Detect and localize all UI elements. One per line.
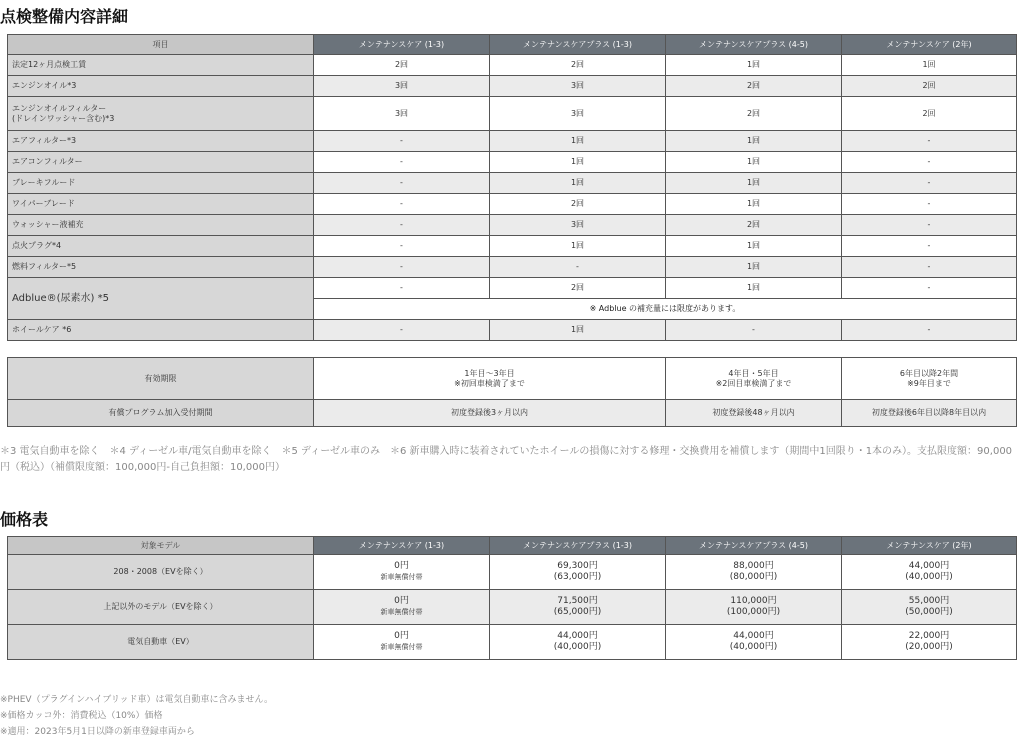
row-label: 燃料フィルター*5 <box>8 257 314 278</box>
price-sub: (40,000円) <box>729 642 778 652</box>
model-label: 電気自動車（EV） <box>8 625 314 660</box>
price-header-plan-4: メンテナンスケア (2年) <box>842 537 1017 555</box>
row-cell: 2回 <box>666 76 842 97</box>
row-cell: - <box>842 152 1017 173</box>
row-label: ウォッシャー液補充 <box>8 215 314 236</box>
price-main: 0円 <box>394 596 409 606</box>
price-cell <box>490 625 666 660</box>
row-cell: - <box>314 320 490 341</box>
row-cell: 3回 <box>490 76 666 97</box>
validity-2y: 6年目以降2年間 ※9年目まで <box>842 358 1017 400</box>
price-cell <box>842 625 1017 660</box>
header-plan-3: メンテナンスケアプラス (4-5) <box>666 35 842 55</box>
adblue-note: ※ Adblue の補充量には限度があります。 <box>314 299 1017 320</box>
price-sub: 新車無償付帯 <box>380 573 423 581</box>
row-cell: 1回 <box>666 257 842 278</box>
row-cell: 2回 <box>666 215 842 236</box>
price-sub: (80,000円) <box>729 572 778 582</box>
row-cell: - <box>490 257 666 278</box>
bottom-notes <box>0 692 273 740</box>
row-cell: 1回 <box>490 152 666 173</box>
row-cell: - <box>314 194 490 215</box>
price-cell <box>314 625 490 660</box>
table-row <box>8 152 1017 173</box>
validity-table <box>7 357 1017 427</box>
price-sub: (100,000円) <box>726 607 781 617</box>
row-cell: 2回 <box>490 194 666 215</box>
row-cell: - <box>314 257 490 278</box>
enroll-4-5: 初度登録後48ヶ月以内 <box>666 400 842 427</box>
table-row <box>8 55 1017 76</box>
price-cell <box>842 555 1017 590</box>
row-cell: - <box>842 173 1017 194</box>
price-main: 0円 <box>394 561 409 571</box>
table-row-adblue <box>8 278 1017 299</box>
price-header-plan-2: メンテナンスケアプラス (1-3) <box>490 537 666 555</box>
header-plan-4: メンテナンスケア (2年) <box>842 35 1017 55</box>
row-cell: 1回 <box>666 173 842 194</box>
price-main: 110,000円 <box>730 596 777 606</box>
row-cell: - <box>842 257 1017 278</box>
model-label: 208・2008（EVを除く） <box>8 555 314 590</box>
row-cell: 2回 <box>842 97 1017 131</box>
row-label: エンジンオイルフィルター (ドレインワッシャー含む)*3 <box>8 97 314 131</box>
row-cell: 2回 <box>314 55 490 76</box>
model-label: 上記以外のモデル（EVを除く） <box>8 590 314 625</box>
row-label: 法定12ヶ月点検工賃 <box>8 55 314 76</box>
row-cell: 1回 <box>666 236 842 257</box>
row-label: エンジンオイル*3 <box>8 76 314 97</box>
price-main: 71,500円 <box>557 596 598 606</box>
price-cell <box>666 555 842 590</box>
row-cell: 3回 <box>314 97 490 131</box>
row-cell: 1回 <box>490 131 666 152</box>
row-cell: - <box>842 236 1017 257</box>
footnotes: ＊3 電気自動車を除く ＊4 ディーゼル車/電気自動車を除く ＊5 ディーゼル車のみ ＊6 新車購入時に装着されていたホイールの損傷に対する修理・交換費用を補償します（期間中1回限り・1本のみ）。支払限度額：90,000円（税込）（補償限度額：100,000円-自己負担額：10,000円） <box>0 446 1013 473</box>
row-cell: 2回 <box>490 278 666 299</box>
price-table <box>7 536 1017 660</box>
enroll-2y: 初度登録後6年目以降8年目以内 <box>842 400 1017 427</box>
price-sub: (20,000円) <box>905 642 953 652</box>
table-row <box>8 194 1017 215</box>
note-phev: ※PHEV（プラグインハイブリッド車）は電気自動車に含みません。 <box>0 695 274 705</box>
price-cell <box>314 590 490 625</box>
row-label: エアコンフィルター <box>8 152 314 173</box>
note-applicable: ※適用：2023年5月1日以降の新車登録車両から <box>0 727 195 737</box>
row-cell: - <box>842 215 1017 236</box>
table-row <box>8 97 1017 131</box>
row-cell: - <box>314 215 490 236</box>
header-plan-2: メンテナンスケアプラス (1-3) <box>490 35 666 55</box>
price-main: 44,000円 <box>908 561 950 571</box>
price-header-plan-1: メンテナンスケア (1-3) <box>314 537 490 555</box>
section-title-inspection: 点検整備内容詳細 <box>0 7 129 26</box>
price-header-plan-3: メンテナンスケアプラス (4-5) <box>666 537 842 555</box>
row-cell: - <box>842 278 1017 299</box>
price-row <box>8 555 1017 590</box>
row-cell: 1回 <box>490 236 666 257</box>
adblue-label: Adblue®(尿素水) *5 <box>8 278 314 320</box>
row-label: ワイパーブレード <box>8 194 314 215</box>
row-cell: 1回 <box>666 194 842 215</box>
row-cell: - <box>842 131 1017 152</box>
validity-4-5: 4年目・5年目 ※2回目車検満了まで <box>666 358 842 400</box>
price-sub: (65,000円) <box>553 607 602 617</box>
row-cell: - <box>842 320 1017 341</box>
enroll-1-3: 初度登録後3ヶ月以内 <box>314 400 666 427</box>
row-cell: 2回 <box>490 55 666 76</box>
row-cell: 1回 <box>666 55 842 76</box>
row-cell: - <box>314 131 490 152</box>
row-label: エアフィルター*3 <box>8 131 314 152</box>
row-cell: 1回 <box>666 131 842 152</box>
table-row-wheel <box>8 320 1017 341</box>
wheel-label: ホイールケア *6 <box>8 320 314 341</box>
row-cell: 2回 <box>842 76 1017 97</box>
table-row <box>8 76 1017 97</box>
price-cell <box>490 555 666 590</box>
price-cell <box>314 555 490 590</box>
price-cell <box>842 590 1017 625</box>
price-main: 44,000円 <box>733 631 774 641</box>
header-item: 項目 <box>8 35 314 55</box>
validity-label: 有効期限 <box>8 358 314 400</box>
price-sub: (63,000円) <box>553 572 602 582</box>
price-main: 44,000円 <box>557 631 598 641</box>
price-sub: (50,000円) <box>905 607 953 617</box>
price-sub: 新車無償付帯 <box>380 608 423 616</box>
price-cell <box>490 590 666 625</box>
note-tax: ※価格カッコ外：消費税込（10%）価格 <box>0 711 163 721</box>
row-cell: 1回 <box>842 55 1017 76</box>
price-sub: 新車無償付帯 <box>380 643 423 651</box>
price-main: 22,000円 <box>908 631 950 641</box>
price-cell <box>666 625 842 660</box>
row-cell: 1回 <box>666 152 842 173</box>
table-row <box>8 236 1017 257</box>
price-row <box>8 625 1017 660</box>
row-cell: 1回 <box>490 173 666 194</box>
table-row <box>8 173 1017 194</box>
price-main: 88,000円 <box>733 561 774 571</box>
table-row <box>8 131 1017 152</box>
price-cell <box>666 590 842 625</box>
row-cell: - <box>314 173 490 194</box>
price-sub: (40,000円) <box>905 572 953 582</box>
row-cell: - <box>314 236 490 257</box>
header-plan-1: メンテナンスケア (1-3) <box>314 35 490 55</box>
row-cell: 3回 <box>490 215 666 236</box>
row-cell: 2回 <box>666 97 842 131</box>
table-row <box>8 257 1017 278</box>
header-model: 対象モデル <box>8 537 314 555</box>
section-title-price: 価格表 <box>0 510 49 529</box>
row-cell: 1回 <box>490 320 666 341</box>
row-label: ブレーキフルード <box>8 173 314 194</box>
price-main: 55,000円 <box>908 596 950 606</box>
inspection-detail-table <box>7 34 1017 341</box>
price-sub: (40,000円) <box>553 642 602 652</box>
row-cell: - <box>314 278 490 299</box>
row-cell: 1回 <box>666 278 842 299</box>
row-label: 点火プラグ*4 <box>8 236 314 257</box>
row-cell: 3回 <box>490 97 666 131</box>
table-row <box>8 215 1017 236</box>
enroll-period-label: 有償プログラム加入受付期間 <box>8 400 314 427</box>
row-cell: - <box>666 320 842 341</box>
price-main: 0円 <box>394 631 409 641</box>
row-cell: - <box>842 194 1017 215</box>
validity-1-3: 1年目～3年目 ※初回車検満了まで <box>314 358 666 400</box>
row-cell: - <box>314 152 490 173</box>
price-main: 69,300円 <box>557 561 598 571</box>
price-row <box>8 590 1017 625</box>
row-cell: 3回 <box>314 76 490 97</box>
